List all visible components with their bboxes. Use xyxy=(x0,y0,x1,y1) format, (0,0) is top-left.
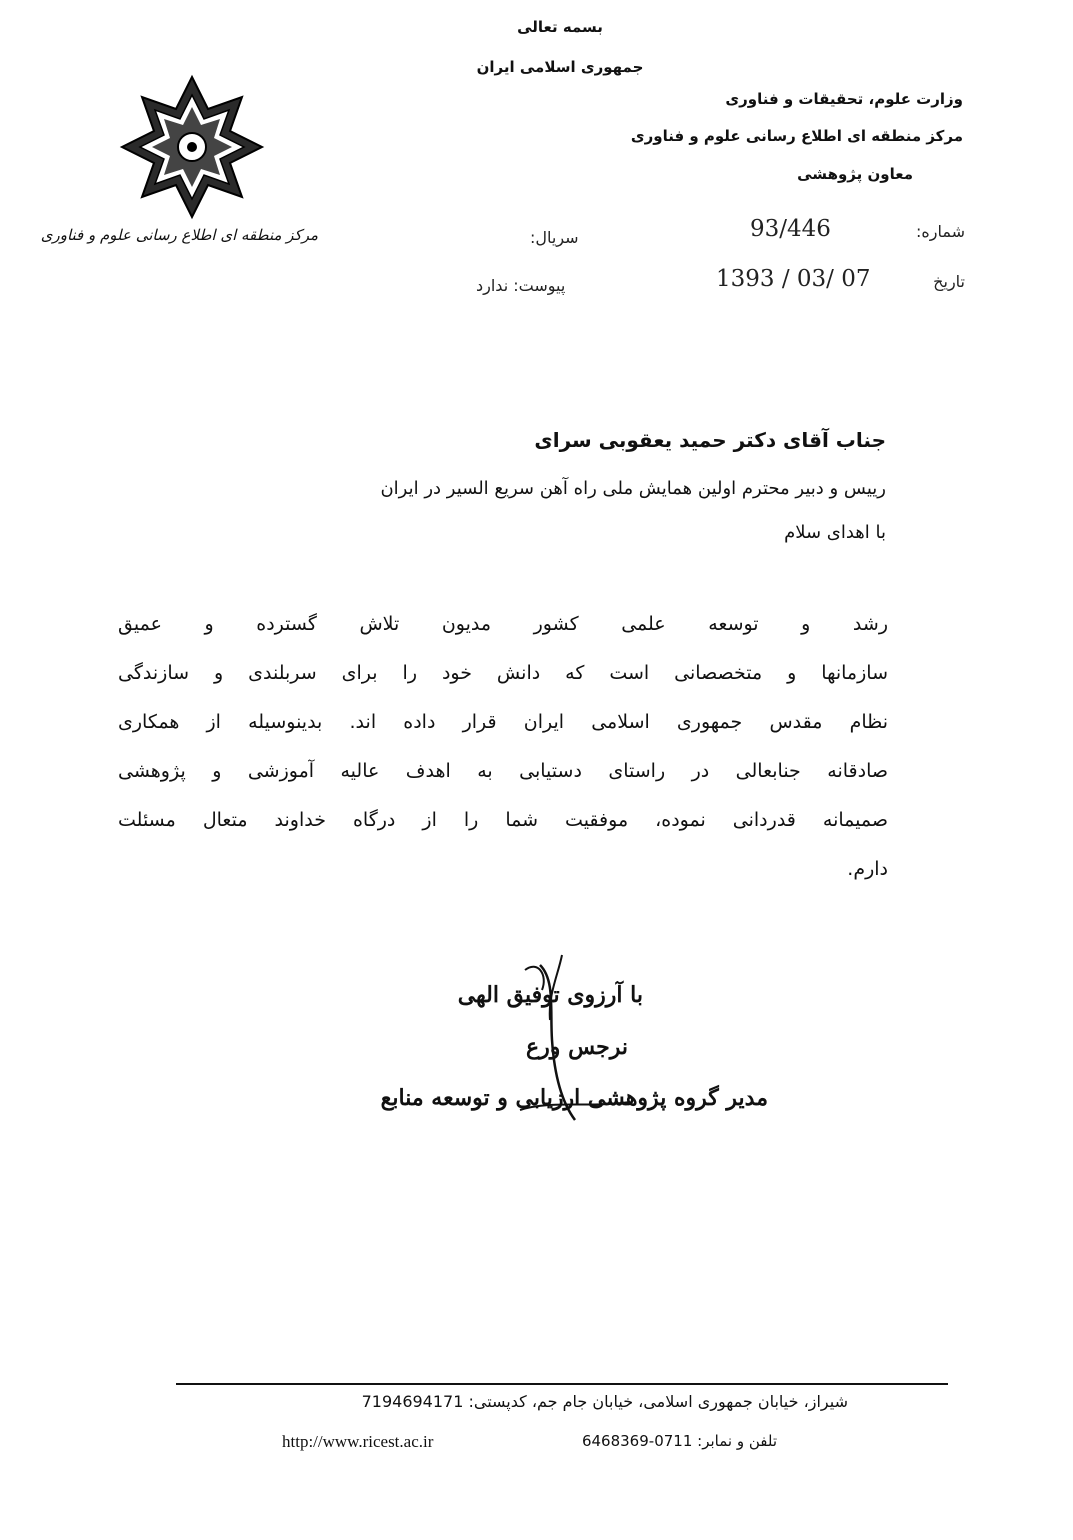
number-value: 93/446 xyxy=(750,216,831,242)
body-line: نظام مقدس جمهوری اسلامی ایران قرار داده اند. بدینوسیله از همکاری xyxy=(118,711,888,733)
body-line: دارم. xyxy=(847,858,888,880)
body-line: رشد و توسعه علمی کشور مدیون تلاش گسترده و عمیق xyxy=(118,613,888,635)
body-line: صادقانه جنابعالی در راستای دستیابی به اهدف عالیه آموزشی و پژوهشی xyxy=(118,760,888,782)
ministry-name: وزارت علوم، تحقیقات و فناوری xyxy=(725,90,963,108)
date-label: تاریخ xyxy=(933,272,965,291)
organization-logo-icon xyxy=(112,72,272,222)
footer-phone: تلفن و نمابر: 0711-6468369 xyxy=(581,1432,777,1450)
bismillah: بسمه تعالی xyxy=(517,18,603,36)
recipient-name: جناب آقای دکتر حمید یعقوبی سرای xyxy=(534,428,886,452)
serial-label: سریال: xyxy=(530,228,579,247)
attachment-label: پیوست: ندارد xyxy=(476,276,566,295)
closing-wish: با آرزوی توفیق الهی xyxy=(457,982,643,1008)
salutation: با اهدای سلام xyxy=(784,522,886,543)
deputy-title: معاون پژوهشی xyxy=(797,165,913,183)
signer-position: مدیر گروه پژوهشی ارزیابی و توسعه منابع xyxy=(380,1085,768,1111)
center-name: مرکز منطقه ای اطلاع رسانی علوم و فناوری xyxy=(630,127,963,145)
footer-address: شیراز، خیابان جمهوری اسلامی، خیابان جام جم، کدپستی: 7194694171 xyxy=(361,1392,848,1411)
signer-name: نرجس ورع xyxy=(526,1034,628,1060)
body-line: صمیمانه قدردانی نموده، موفقیت شما را از درگاه خداوند متعال مسئلت xyxy=(118,809,888,831)
republic-name: جمهوری اسلامی ایران xyxy=(476,58,644,76)
footer-divider xyxy=(176,1383,948,1385)
footer-website: http://www.ricest.ac.ir xyxy=(282,1432,434,1451)
logo-caption: مرکز منطقه ای اطلاع رسانی علوم و فناوری xyxy=(40,226,318,244)
recipient-title: رییس و دبیر محترم اولین همایش ملی راه آهن سریع السیر در ایران xyxy=(380,478,886,499)
body-line: سازمانها و متخصصانی است که دانش خود را برای سربلندی و سازندگی xyxy=(118,662,888,684)
date-value: 1393 / 03/ 07 xyxy=(716,266,871,292)
number-label: شماره: xyxy=(915,222,965,241)
letter-body xyxy=(118,600,888,894)
